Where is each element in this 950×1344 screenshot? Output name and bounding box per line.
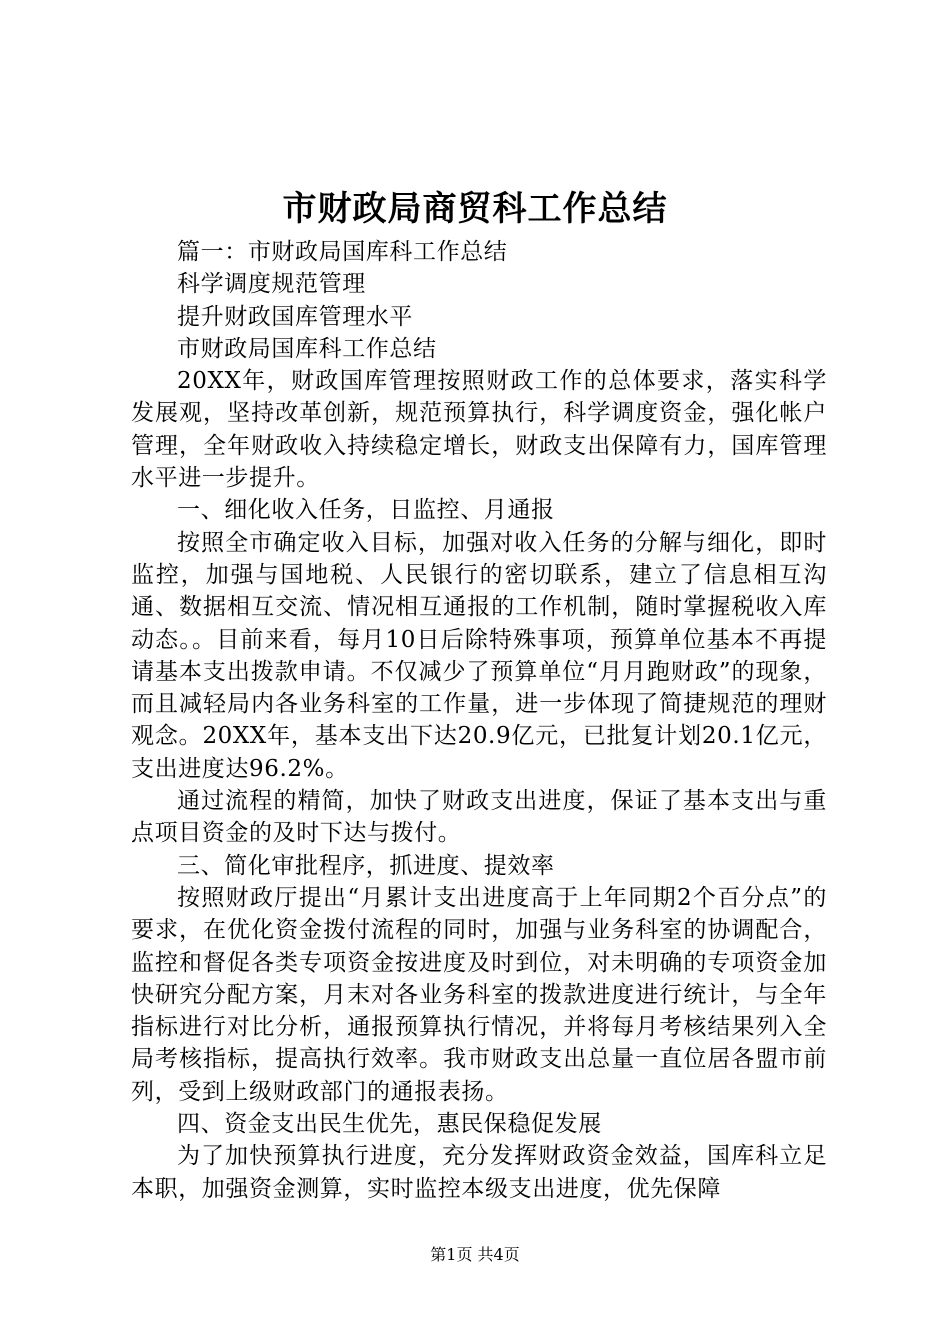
paragraph: 按照财政厅提出“月累计支出进度高于上年同期2个百分点”的要求，在优化资金拨付流程的同时，加强与业务科室的协调配合，监控和督促各类专项资金按进度及时到位，对未明确的专项资金加快研究分配方案，月末对各业务科室的拨款进度进行统计，与全年指标进行对比分析，通报预算执行情况，并将每月考核结果列入全局考核指标，提高执行效率。我市财政支出总量一直位居各盟市前列，受到上级财政部门的通报表扬。	[131, 884, 827, 1105]
page-footer: 第1页 共4页	[430, 1245, 520, 1264]
document-body	[131, 236, 827, 1205]
paragraph: 按照全市确定收入目标，加强对收入任务的分解与细化，即时监控，加强与国地税、人民银行的密切联系，建立了信息相互沟通、数据相互交流、情况相互通报的工作机制，随时掌握税收入库动态。。目前来看，每月10日后除特殊事项，预算单位基本不再提请基本支出拨款申请。不仅减少了预算单位“月月跑财政”的现象，而且减轻局内各业务科室的工作量，进一步体现了简捷规范的理财观念。20XX年，基本支出下达20.9亿元，已批复计划20.1亿元，支出进度达96.2%。	[131, 529, 827, 782]
paragraph: 为了加快预算执行进度，充分发挥财政资金效益，国库科立足本职，加强资金测算，实时监控本级支出进度，优先保障	[131, 1143, 827, 1202]
paragraph: 科学调度规范管理	[177, 271, 366, 298]
paragraph: 篇一：市财政局国库科工作总结	[177, 239, 508, 265]
paragraph: 20XX年，财政国库管理按照财政工作的总体要求，落实科学发展观，坚持改革创新，规范预算执行，科学调度资金，强化帐户管理，全年财政收入持续稳定增长，财政支出保障有力，国库管理水平进一步提升。	[131, 368, 827, 492]
paragraph: 通过流程的精简，加快了财政支出进度，保证了基本支出与重点项目资金的及时下达与拨付。	[131, 788, 827, 847]
paragraph: 市财政局国库科工作总结	[177, 335, 437, 362]
document-title: 市财政局商贸科工作总结	[282, 189, 668, 229]
section-heading: 一、细化收入任务，日监控、月通报	[177, 497, 555, 524]
paragraph: 提升财政国库管理水平	[177, 303, 413, 330]
section-heading: 四、资金支出民生优先，惠民保稳促发展	[177, 1111, 602, 1138]
section-heading: 三、简化审批程序，抓进度、提效率	[177, 852, 555, 879]
